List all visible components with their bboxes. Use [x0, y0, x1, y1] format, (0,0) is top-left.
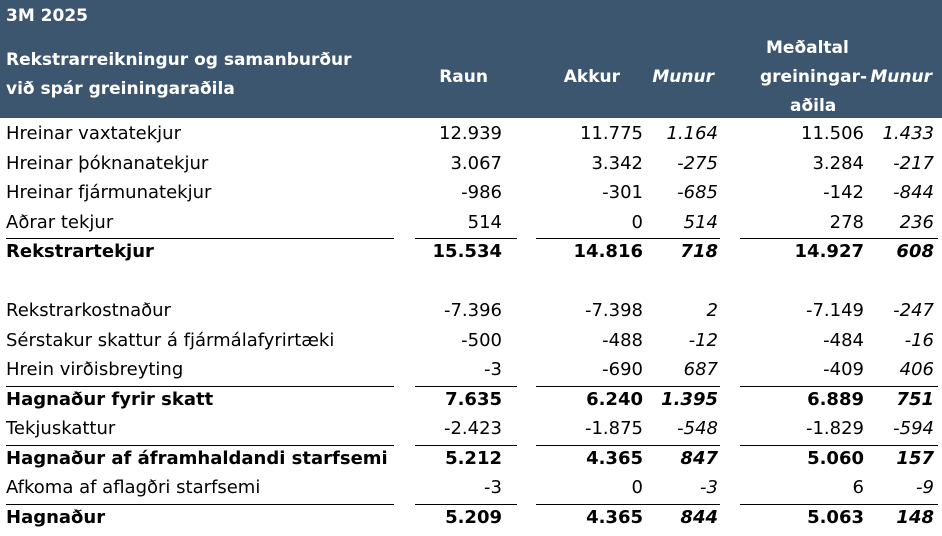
akkur-value: 0: [631, 477, 643, 498]
medaltal-value: 3.284: [812, 152, 864, 174]
akkur-value: 3.342: [591, 152, 643, 174]
medaltal-value: -1.829: [805, 418, 864, 439]
row-divider: [6, 445, 394, 446]
medaltal-value: 11.506: [801, 123, 864, 144]
medaltal-value: 6: [852, 477, 864, 498]
row-label: Rekstrarkostnaður: [6, 300, 171, 321]
munur-medaltal-value: -247: [893, 300, 934, 321]
medaltal-value: -142: [823, 182, 864, 203]
akkur-value: 6.240: [586, 388, 643, 410]
munur-akkur-value: -12: [688, 329, 718, 351]
akkur-value: -488: [602, 329, 643, 351]
munur-akkur-value: 844: [680, 506, 718, 528]
raun-value: -3: [484, 477, 502, 498]
raun-value: -500: [461, 329, 502, 351]
munur-medaltal-value: -217: [893, 152, 934, 174]
munur-medaltal-value: 236: [899, 211, 934, 233]
raun-value: 5.212: [445, 447, 502, 469]
table-header: [0, 0, 942, 118]
row-divider: [6, 238, 394, 239]
row-label: Tekjuskattur: [6, 418, 116, 439]
munur-medaltal-value: -844: [893, 182, 934, 203]
col-header-raun: Raun: [439, 67, 488, 87]
raun-value: 7.635: [445, 388, 502, 410]
munur-akkur-value: 1.164: [666, 123, 718, 144]
munur-medaltal-value: 608: [896, 241, 934, 262]
table-row: [0, 327, 942, 357]
row-divider: [740, 238, 938, 239]
munur-akkur-value: 514: [683, 211, 718, 233]
munur-medaltal-value: -594: [893, 418, 934, 439]
akkur-value: 4.365: [586, 447, 643, 469]
row-label: Aðrar tekjur: [6, 211, 114, 233]
col-header-munur1: Munur: [652, 67, 714, 87]
munur-medaltal-value: 157: [896, 447, 934, 469]
col-header-medaltal-2: greiningar-: [760, 67, 868, 87]
row-label: Hagnaður af áframhaldandi starfsemi: [6, 447, 388, 469]
row-label: Sérstakur skattur á fjármálafyrirtæki: [6, 329, 335, 351]
row-divider: [415, 386, 517, 387]
munur-akkur-value: -3: [700, 477, 718, 498]
medaltal-value: 5.060: [807, 447, 864, 469]
table-row: [0, 415, 942, 445]
akkur-value: 14.816: [573, 241, 643, 262]
row-label: Rekstrartekjur: [6, 241, 154, 262]
row-label: Hagnaður: [6, 506, 106, 528]
table-row: [0, 150, 942, 180]
munur-medaltal-value: 751: [896, 388, 934, 410]
row-label: Hreinar þóknanatekjur: [6, 152, 209, 174]
medaltal-value: 6.889: [807, 388, 864, 410]
row-divider: [740, 445, 938, 446]
row-label: Hreinar fjármunatekjur: [6, 182, 212, 203]
akkur-value: -1.875: [584, 418, 643, 439]
table-row: [0, 268, 942, 298]
row-divider: [415, 445, 517, 446]
munur-akkur-value: 718: [680, 241, 718, 262]
table-row: [0, 120, 942, 150]
row-divider: [6, 386, 394, 387]
row-label: Hagnaður fyrir skatt: [6, 388, 214, 410]
raun-value: -2.423: [443, 418, 502, 439]
munur-akkur-value: -275: [677, 152, 718, 174]
medaltal-value: 14.927: [794, 241, 864, 262]
raun-value: 12.939: [439, 123, 502, 144]
munur-akkur-value: 687: [683, 359, 718, 380]
medaltal-value: -7.149: [805, 300, 864, 321]
munur-medaltal-value: -9: [916, 477, 934, 498]
table-row: [0, 445, 942, 475]
col-header-medaltal-3: aðila: [790, 96, 837, 116]
raun-value: 3.067: [450, 152, 502, 174]
munur-akkur-value: 847: [680, 447, 718, 469]
raun-value: 514: [467, 211, 502, 233]
table-row: [0, 297, 942, 327]
row-divider: [740, 504, 938, 505]
row-divider: [6, 504, 394, 505]
table-row: [0, 386, 942, 416]
period-label: 3M 2025: [6, 6, 88, 26]
medaltal-value: -484: [823, 329, 864, 351]
row-label: Hrein virðisbreyting: [6, 359, 184, 380]
table-row: [0, 238, 942, 268]
table-row: [0, 209, 942, 239]
raun-value: -3: [484, 359, 502, 380]
table-row: [0, 179, 942, 209]
raun-value: 15.534: [432, 241, 502, 262]
col-header-munur2: Munur: [870, 67, 932, 87]
raun-value: -986: [461, 182, 502, 203]
medaltal-value: -409: [823, 359, 864, 380]
table-title-line2: við spár greiningaraðila: [6, 79, 235, 99]
row-divider: [536, 386, 720, 387]
row-divider: [740, 386, 938, 387]
akkur-value: 0: [631, 211, 643, 233]
munur-medaltal-value: 148: [896, 506, 934, 528]
akkur-value: -690: [602, 359, 643, 380]
table-row: [0, 504, 942, 534]
row-divider: [536, 445, 720, 446]
row-divider: [536, 504, 720, 505]
akkur-value: -301: [602, 182, 643, 203]
akkur-value: 4.365: [586, 506, 643, 528]
col-header-akkur: Akkur: [563, 67, 620, 87]
munur-medaltal-value: 406: [899, 359, 934, 380]
munur-akkur-value: -685: [677, 182, 718, 203]
akkur-value: -7.398: [584, 300, 643, 321]
row-label: Afkoma af aflagðri starfsemi: [6, 477, 261, 498]
munur-akkur-value: 2: [706, 300, 718, 321]
row-divider: [415, 504, 517, 505]
munur-akkur-value: -548: [677, 418, 718, 439]
raun-value: 5.209: [445, 506, 502, 528]
medaltal-value: 5.063: [807, 506, 864, 528]
row-divider: [415, 238, 517, 239]
munur-akkur-value: 1.395: [661, 388, 718, 410]
medaltal-value: 278: [829, 211, 864, 233]
row-label: Hreinar vaxtatekjur: [6, 123, 181, 144]
table-title-line1: Rekstrarreikningur og samanburður: [6, 50, 352, 70]
raun-value: -7.396: [443, 300, 502, 321]
income-statement-table: [0, 120, 942, 533]
table-row: [0, 356, 942, 386]
munur-medaltal-value: 1.433: [882, 123, 934, 144]
akkur-value: 11.775: [580, 123, 643, 144]
table-row: [0, 474, 942, 504]
row-divider: [536, 238, 720, 239]
col-header-medaltal-1: Meðaltal: [766, 38, 849, 58]
munur-medaltal-value: -16: [904, 329, 934, 351]
